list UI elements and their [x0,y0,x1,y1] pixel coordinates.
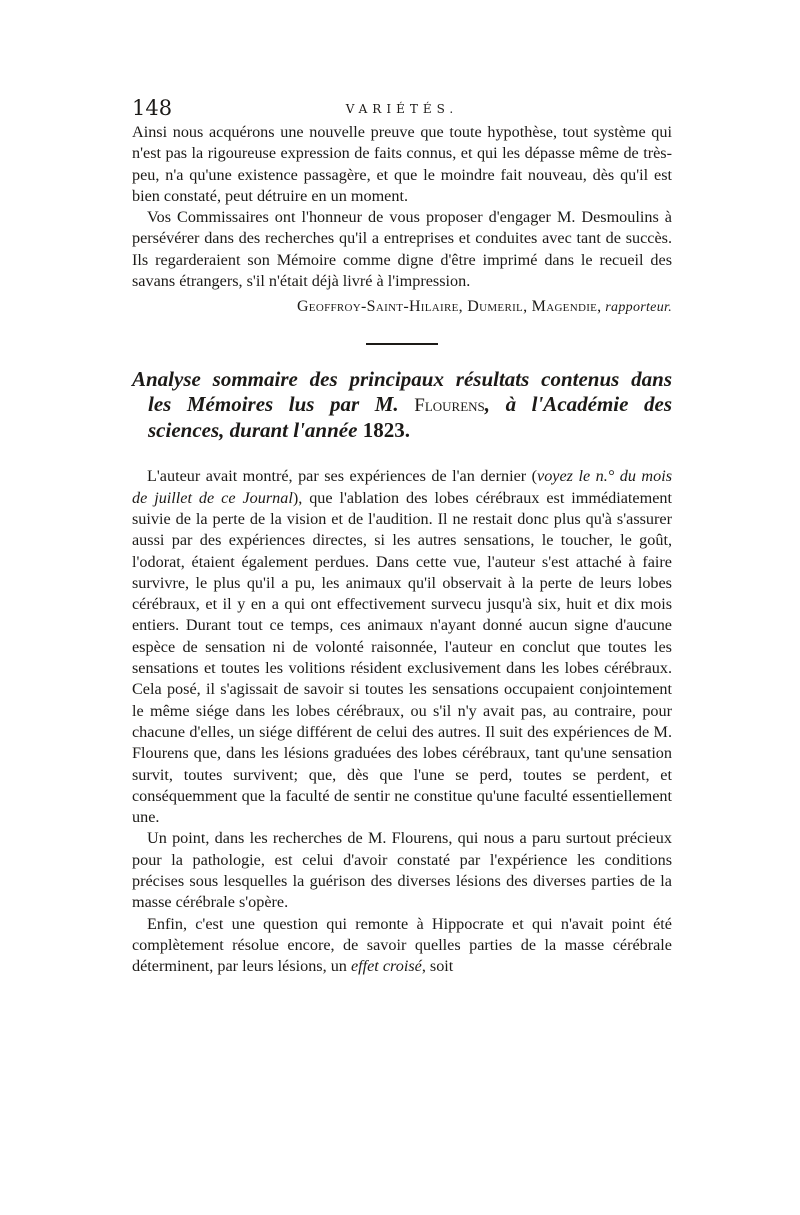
article-paragraph [132,914,672,978]
running-title: VARIÉTÉS. [345,102,459,116]
paragraph-text: ), que l'ablation des lobes cérébraux est immédiatement suivie de la perte de la vision et de l'audition. Il ne restait donc plus qu'à s'assurer aussi par des expériences directes, si les autres sensations, le toucher, le goût, l'odorat, étaient également perdues. Dans cette vue, l'auteur s'est attaché à faire survivre, le plus qu'il a pu, les animaux qu'il observait à la perte de leurs lobes cérébraux, et il y en a qui ont effectivement survecu jusqu'à six, huit et dix mois entiers. Durant tout ce temps, ces animaux n'ayant donné aucun signe d'aucune espèce de sensation ni de volonté raisonnée, l'auteur en conclut que toutes les sensations et toutes les volitions résident exclusivement dans les lobes cérébraux. Cela posé, il s'agissait de savoir si toutes les sensations occupaient conjointement le même siége dans les lobes cérébraux, ou s'il n'y avait pas, au contraire, pour chacune d'elles, un siége différent de celui des autres. Il suit des expériences de M. Flourens que, dans les lésions graduées des lobes cérébraux, tant qu'une sensation survit, toutes survivent; que, dès que l'une se perd, toutes se perdent, et conséquemment que la faculté de sentir ne constitue qu'une faculté essentiellement une. [132,488,672,827]
article-paragraph [132,466,672,828]
report-paragraph: Vos Commissaires ont l'honneur de vous proposer d'engager M. Desmoulins à persévérer dans des recherches qu'il a entreprises et conduites avec tant de succès. Ils regarderaient son Mémoire comme digne d'être imprimé dans le recueil des savans étrangers, s'il n'était déjà livré à l'impression. [132,208,672,291]
report-paragraph: Ainsi nous acquérons une nouvelle preuve que toute hypothèse, tout système qui n'est pas la rigoureuse expression de faits connus, et qui les dépasse même de très-peu, n'a qu'une existence passagère, et que le moindre fait nouveau, dès qu'il est bien constaté, peut détruire en un moment. [132,123,672,205]
running-head [132,96,672,122]
article-paragraph: Un point, dans les recherches de M. Flourens, qui nous a paru surtout précieux pour la pathologie, est celui d'avoir constaté par l'expérience les conditions précises sous lesquelles la guérison des diverses lésions des diverses parties de la masse cérébrale s'opère. [132,829,672,912]
title-line [132,418,672,443]
section-divider [366,343,438,345]
report-signature [132,298,672,316]
signatory-role: rapporteur. [605,300,672,316]
title-text: sciences, durant l'année [148,418,358,443]
title-text: les Mémoires lus par M. [148,392,399,417]
title-year: 1823. [362,418,410,443]
paragraph-text: Enfin, c'est une question qui remonte à Hippocrate et qui n'avait point été complètement résolue encore, de savoir quelles parties de la masse cérébrale déterminent, par leurs lésions, un [132,914,672,976]
title-line: Analyse sommaire des principaux résultats contenus dans [132,367,672,392]
paragraph-text: L'auteur avait montré, par ses expériences de l'an dernier ( [147,467,538,486]
title-text: , à l'Académie des [484,392,672,417]
title-author: Flourens [414,395,485,417]
journal-reference: voyez le n.° du mois de juillet de ce Journal [132,467,672,507]
signatory-names: Geoffroy-Saint-Hilaire, Dumeril, Magendie, [296,298,602,316]
page-number: 148 [132,96,173,120]
title-line [132,392,672,418]
book-page [132,96,672,978]
paragraph-text: , soit [421,957,454,976]
italic-term: effet croisé [350,957,422,976]
article-title [132,367,672,443]
